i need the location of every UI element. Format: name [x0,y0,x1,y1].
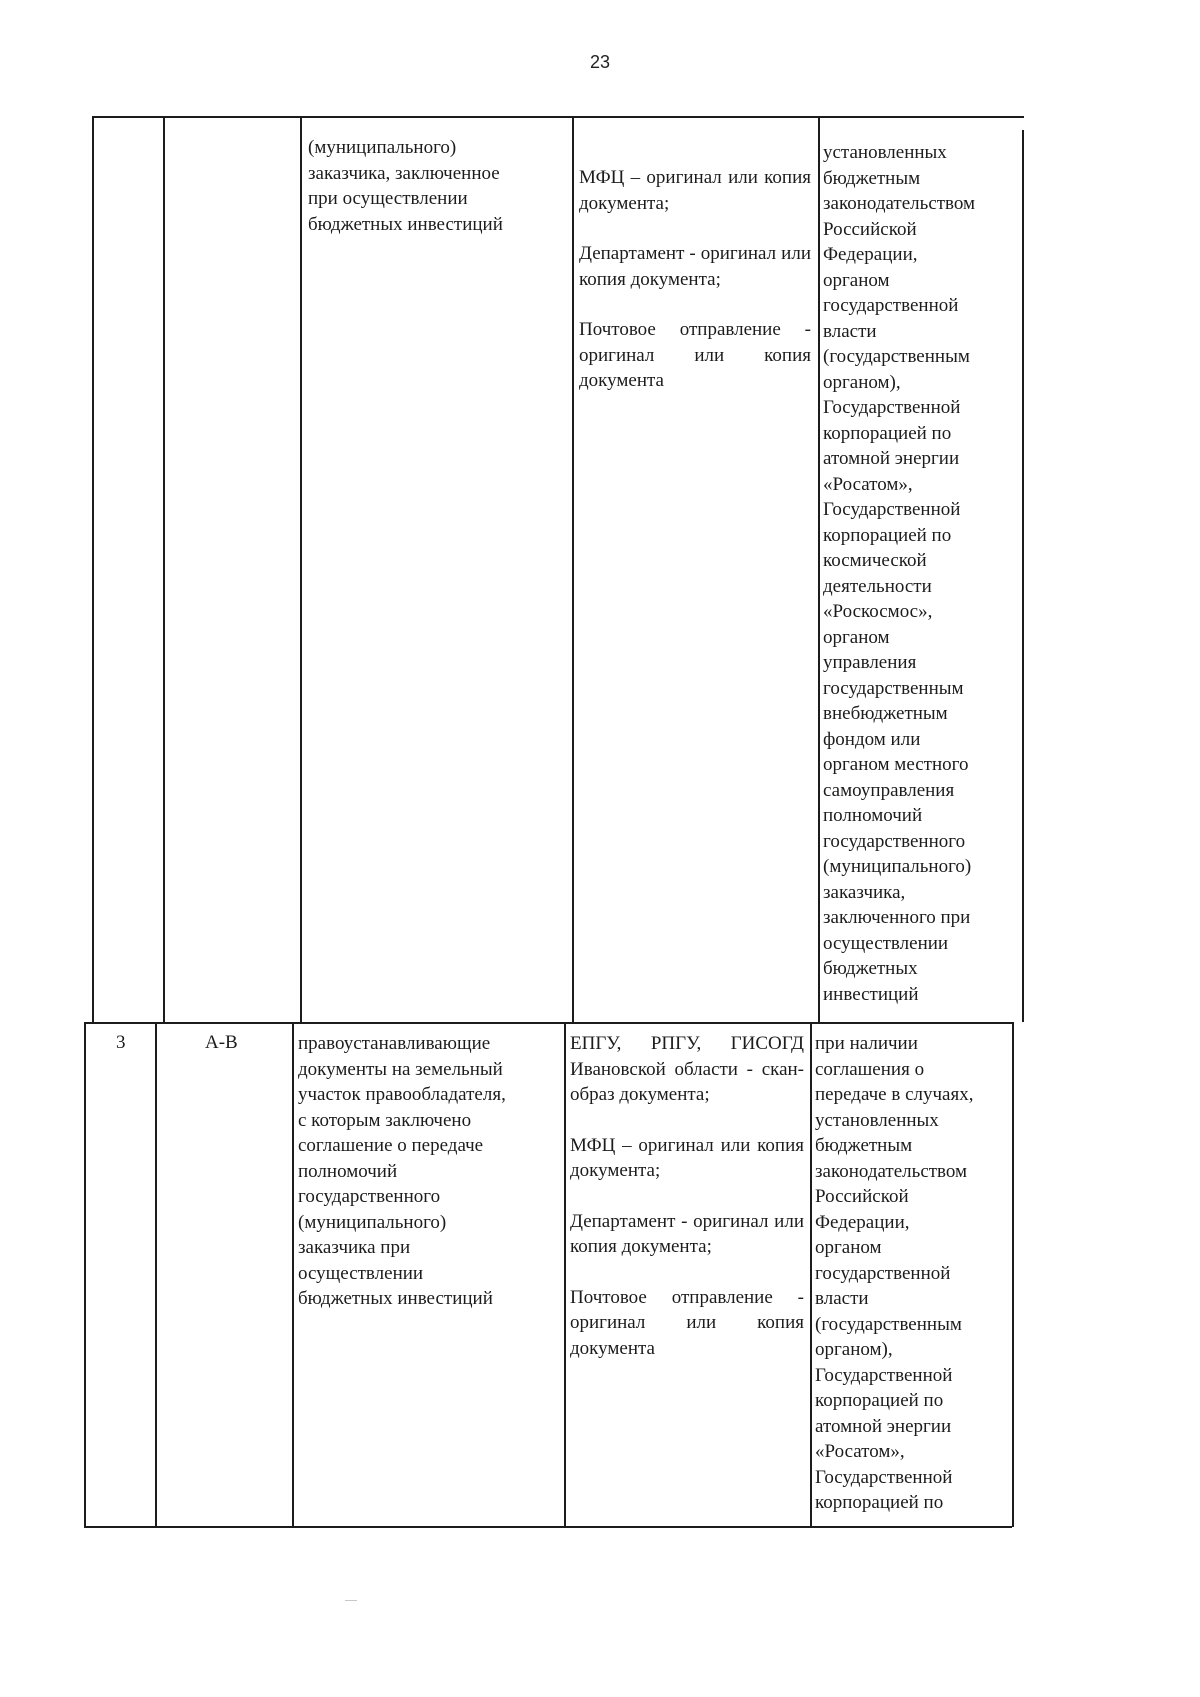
channel-item: Департамент - оригинал или копия документа; [570,1210,804,1257]
column-line-6 [1022,130,1024,1022]
channel-item: Почтовое отправление - оригинал или копия документа [579,319,811,391]
column-line-4 [564,1022,566,1527]
row-number: 3 [116,1032,126,1053]
column-line-5 [818,116,820,1022]
column-line-3 [300,116,302,1022]
channel-item: Департамент - оригинал или копия документа; [579,243,811,290]
row-submission-channels [570,1031,804,1361]
column-line-2 [163,116,165,1022]
row-description: правоустанавливающие документы на земельный участок правообладателя, с которым заключено соглашение о передаче полномочий государственного (муниципального) заказчика при осуществлении бюджетных инвестиций [298,1033,506,1309]
column-line-5 [810,1022,812,1527]
table-bottom-border [84,1526,1012,1528]
column-line-1 [84,1022,86,1527]
channel-item: Почтовое отправление - оригинал или копия документа [570,1286,804,1359]
scan-artifact [345,1600,357,1601]
column-line-2 [155,1022,157,1527]
column-line-1 [92,116,94,1022]
column-line-6 [1012,1022,1014,1527]
row-conditions: установленных бюджетным законодательством Российской Федерации, органом государственной власти (государственным органом), Государственной корпорацией по атомной энергии «Росатом», Государственной корпорацией по космической деятельности «Роскосмос», органом управления государственным внебюджетным фондом или органом местного самоуправления полномочий государственного (муниципального) заказчика, заключенного при осуществлении бюджетных инвестиций [823,142,976,1005]
row-divider [84,1022,1012,1024]
row-submission-channels [579,165,811,394]
row-conditions: при наличии соглашения о передаче в случаях, установленных бюджетным законодательством Российской Федерации, органом государственной власти (государственным органом), Государственной корпорацией по атомной энергии «Росатом», Государственной корпорацией по [815,1033,974,1513]
row-description: (муниципального) заказчика, заключенное при осуществлении бюджетных инвестиций [308,137,503,235]
channel-item: МФЦ – оригинал или копия документа; [570,1134,804,1181]
channel-item: ЕПГУ, РПГУ, ГИСОГД Ивановской области - скан-образ документа; [570,1033,804,1105]
column-line-4 [572,116,574,1022]
column-line-3 [292,1022,294,1527]
table-top-border [92,116,1024,118]
row-code: А-В [205,1032,238,1053]
channel-item: МФЦ – оригинал или копия документа; [579,167,811,214]
page-number: 23 [589,52,611,72]
